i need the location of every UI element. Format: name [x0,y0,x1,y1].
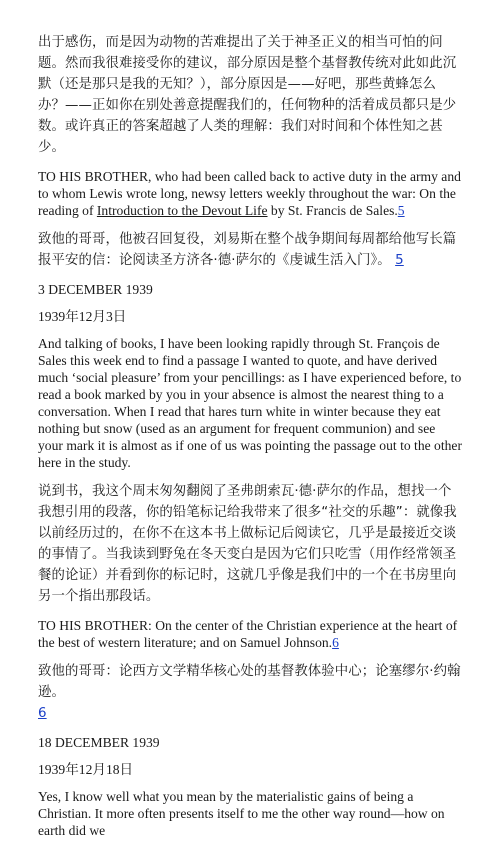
paragraph-zh-letter-heading-2 [38,661,462,724]
footnote-link-6[interactable]: 6 [332,635,339,650]
letter-heading-text-b: by St. Francis de Sales. [267,203,398,218]
book-title: Introduction to the Devout Life [96,203,268,218]
letter-heading-zh-text: 致他的哥哥，他被召回复役，刘易斯在整个战争期间每周都给他写长篇报平安的信：论阅读圣方济各·德·萨尔的《虔诚生活入门》。 [38,232,457,268]
paragraph-en-letter-body-1: And talking of books, I have been looking rapidly through St. François de Sales this week end to find a passage I wanted to quote, and have derived much ‘social pleasure’ from your pencillings: as I have experienced before, to read a book marked by you in your absence is almost the nearest thing to a conversation. When I read that hares turn white in winter because they eat nothing but snow (used as an argument for frequent communion) and see your mark it is almost as if one of us was pointing the passage out to the other here in the study. [38,336,462,470]
document-page [38,32,462,849]
paragraph-en-letter-heading-1 [38,168,462,219]
letter-heading-text-a: TO HIS BROTHER, who had been called back to active duty in the army and to whom Lewis wrote long, newsy letters weekly throughout the war: On the reading of [38,169,461,218]
footnote-link-5-zh[interactable]: 5 [395,253,404,268]
date-zh-2: 1939年12月18日 [38,762,134,777]
paragraph-zh-letter-body-1: 说到书，我这个周末匆匆翻阅了圣弗朗索瓦·德·萨尔的作品，想找一个我想引用的段落，你的铅笔标记给我带来了很多“社交的乐趣”：就像我以前经历过的，在你不在这本书上做标记后阅读它，几乎是最接近交谈的事情了。当我读到野兔在冬天变白是因为它们只吃雪（用作经常领圣餐的论证）并看到你的标记时，这就几乎像是我们中的一个在书房里向另一个指出那段话。 [38,484,457,604]
paragraph-zh-1: 出于感伤，而是因为动物的苦难提出了关于神圣正义的相当可怕的问题。然而我很难接受你的建议，部分原因是整个基督教传统对此如此沉默（还是那只是我的无知？），部分原因是——好吧，那些黄蜂怎么办？——正如你在别处善意提醒我们的，任何物种的活着成员都只是少数。或许真正的答案超越了人类的理解：我们对时间和个体性知之甚少。 [38,35,457,155]
date-zh-1: 1939年12月3日 [38,309,127,324]
date-en-1: 3 DECEMBER 1939 [38,282,153,297]
paragraph-en-letter-heading-2 [38,617,462,651]
footnote-link-6-zh[interactable]: 6 [38,706,47,721]
date-en-2: 18 DECEMBER 1939 [38,735,160,750]
letter-heading-2-text: TO HIS BROTHER: On the center of the Christian experience at the heart of the best of western literature; and on Samuel Johnson. [38,618,458,650]
footnote-link-5[interactable]: 5 [397,203,405,218]
paragraph-zh-letter-heading-1 [38,229,462,271]
paragraph-en-letter-body-2: Yes, I know well what you mean by the materialistic gains of being a Christian. It more often presents itself to me the other way round—how on earth did we [38,789,445,838]
letter-heading-2-zh-text: 致他的哥哥：论西方文学精华核心处的基督教体验中心；论塞缪尔·约翰逊。 [38,664,461,700]
